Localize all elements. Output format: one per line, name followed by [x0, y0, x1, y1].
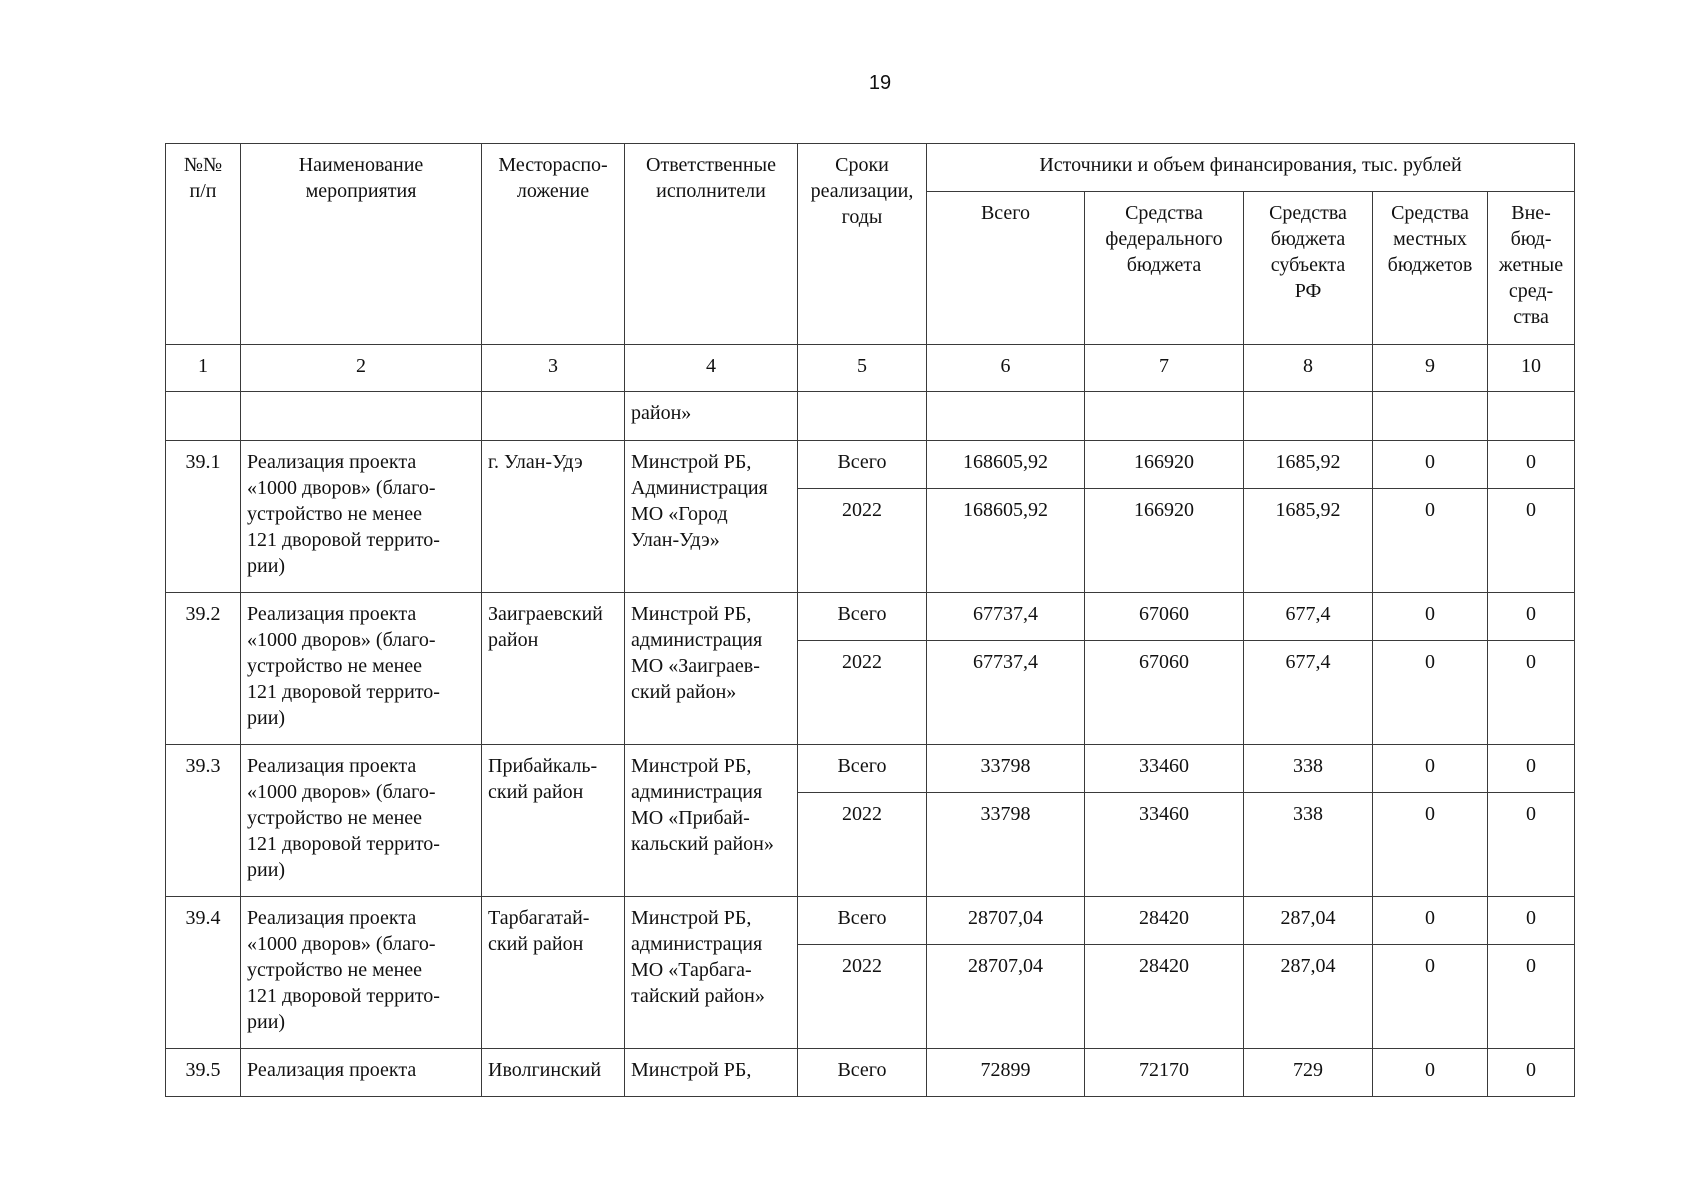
row-total-regional: 287,04 — [1244, 897, 1373, 945]
row-total-local: 0 — [1373, 897, 1488, 945]
row-total-local: 0 — [1373, 745, 1488, 793]
row-total-local: 0 — [1373, 1049, 1488, 1097]
row-year-extra: 0 — [1488, 793, 1575, 897]
row-executor: Минстрой РБ, администрация МО «Прибай- кальский район» — [625, 745, 798, 897]
column-number-row — [166, 345, 1575, 392]
row-total-regional: 1685,92 — [1244, 441, 1373, 489]
row-year-extra: 0 — [1488, 945, 1575, 1049]
row-period-total: Всего — [798, 897, 927, 945]
row-year-extra: 0 — [1488, 489, 1575, 593]
row-period-total: Всего — [798, 745, 927, 793]
header-funding-group: Источники и объем финансирования, тыс. рублей — [927, 144, 1575, 192]
row-executor: Минстрой РБ, — [625, 1049, 798, 1097]
column-number: 1 — [166, 345, 241, 392]
funding-table — [165, 143, 1575, 1097]
row-total-federal: 166920 — [1085, 441, 1244, 489]
row-year-local: 0 — [1373, 945, 1488, 1049]
row-year-federal: 166920 — [1085, 489, 1244, 593]
row-year-all: 67737,4 — [927, 641, 1085, 745]
row-year-federal: 28420 — [1085, 945, 1244, 1049]
row-year-local: 0 — [1373, 793, 1488, 897]
row-year-all: 33798 — [927, 793, 1085, 897]
row-executor: Минстрой РБ, Администрация МО «Город Улан-Удэ» — [625, 441, 798, 593]
row-location: Иволгинский — [482, 1049, 625, 1097]
row-id: 39.4 — [166, 897, 241, 1049]
column-number: 2 — [241, 345, 482, 392]
table-row — [166, 897, 1575, 945]
header-event-name: Наименование мероприятия — [241, 144, 482, 345]
table-row — [166, 1049, 1575, 1097]
column-number: 4 — [625, 345, 798, 392]
row-location: Тарбагатай- ский район — [482, 897, 625, 1049]
row-total-all: 72899 — [927, 1049, 1085, 1097]
row-period-year: 2022 — [798, 945, 927, 1049]
row-id: 39.3 — [166, 745, 241, 897]
row-period-total: Всего — [798, 441, 927, 489]
row-period-year: 2022 — [798, 793, 927, 897]
row-year-federal: 33460 — [1085, 793, 1244, 897]
row-year-extra: 0 — [1488, 641, 1575, 745]
header-row-1 — [166, 144, 1575, 192]
row-period-year: 2022 — [798, 641, 927, 745]
column-number: 9 — [1373, 345, 1488, 392]
row-total-regional: 338 — [1244, 745, 1373, 793]
row-event-name: Реализация проекта «1000 дворов» (благо- устройство не менее 121 дворовой террито- рии) — [241, 745, 482, 897]
row-total-regional: 729 — [1244, 1049, 1373, 1097]
row-total-all: 28707,04 — [927, 897, 1085, 945]
row-total-extra: 0 — [1488, 745, 1575, 793]
row-total-all: 67737,4 — [927, 593, 1085, 641]
header-period: Сроки реализации, годы — [798, 144, 927, 345]
row-total-federal: 33460 — [1085, 745, 1244, 793]
row-period-year: 2022 — [798, 489, 927, 593]
row-year-regional: 1685,92 — [1244, 489, 1373, 593]
row-total-extra: 0 — [1488, 441, 1575, 489]
row-total-federal: 72170 — [1085, 1049, 1244, 1097]
row-location: Заиграевский район — [482, 593, 625, 745]
row-event-name: Реализация проекта «1000 дворов» (благо- устройство не менее 121 дворовой террито- рии) — [241, 441, 482, 593]
column-number: 8 — [1244, 345, 1373, 392]
header-total: Всего — [927, 192, 1085, 345]
column-number: 6 — [927, 345, 1085, 392]
column-number: 3 — [482, 345, 625, 392]
row-id: 39.2 — [166, 593, 241, 745]
header-extra-budget: Вне- бюд- жетные сред- ства — [1488, 192, 1575, 345]
row-location: г. Улан-Удэ — [482, 441, 625, 593]
row-total-federal: 67060 — [1085, 593, 1244, 641]
continuation-executor: район» — [625, 392, 798, 441]
row-year-local: 0 — [1373, 489, 1488, 593]
row-period-total: Всего — [798, 1049, 927, 1097]
row-total-regional: 677,4 — [1244, 593, 1373, 641]
row-total-local: 0 — [1373, 441, 1488, 489]
row-executor: Минстрой РБ, администрация МО «Тарбага- тайский район» — [625, 897, 798, 1049]
table-row — [166, 745, 1575, 793]
table-row — [166, 593, 1575, 641]
row-total-extra: 0 — [1488, 897, 1575, 945]
row-location: Прибайкаль- ский район — [482, 745, 625, 897]
row-event-name: Реализация проекта — [241, 1049, 482, 1097]
row-year-regional: 338 — [1244, 793, 1373, 897]
row-id: 39.1 — [166, 441, 241, 593]
header-executors: Ответственные исполнители — [625, 144, 798, 345]
header-federal: Средства федерального бюджета — [1085, 192, 1244, 345]
row-total-local: 0 — [1373, 593, 1488, 641]
row-event-name: Реализация проекта «1000 дворов» (благо- устройство не менее 121 дворовой террито- рии) — [241, 897, 482, 1049]
column-number: 5 — [798, 345, 927, 392]
page-number: 19 — [868, 72, 892, 94]
header-regional: Средства бюджета субъекта РФ — [1244, 192, 1373, 345]
row-id: 39.5 — [166, 1049, 241, 1097]
row-total-all: 33798 — [927, 745, 1085, 793]
row-year-federal: 67060 — [1085, 641, 1244, 745]
row-total-extra: 0 — [1488, 1049, 1575, 1097]
header-local: Средства местных бюджетов — [1373, 192, 1488, 345]
header-location: Местораспо- ложение — [482, 144, 625, 345]
row-executor: Минстрой РБ, администрация МО «Заиграев- ский район» — [625, 593, 798, 745]
row-total-federal: 28420 — [1085, 897, 1244, 945]
row-year-all: 28707,04 — [927, 945, 1085, 1049]
table-row — [166, 441, 1575, 489]
row-year-all: 168605,92 — [927, 489, 1085, 593]
row-total-all: 168605,92 — [927, 441, 1085, 489]
row-event-name: Реализация проекта «1000 дворов» (благо- устройство не менее 121 дворовой террито- рии) — [241, 593, 482, 745]
continuation-row — [166, 392, 1575, 441]
row-period-total: Всего — [798, 593, 927, 641]
header-number: №№ п/п — [166, 144, 241, 345]
column-number: 7 — [1085, 345, 1244, 392]
row-year-local: 0 — [1373, 641, 1488, 745]
column-number: 10 — [1488, 345, 1575, 392]
row-total-extra: 0 — [1488, 593, 1575, 641]
row-year-regional: 677,4 — [1244, 641, 1373, 745]
row-year-regional: 287,04 — [1244, 945, 1373, 1049]
